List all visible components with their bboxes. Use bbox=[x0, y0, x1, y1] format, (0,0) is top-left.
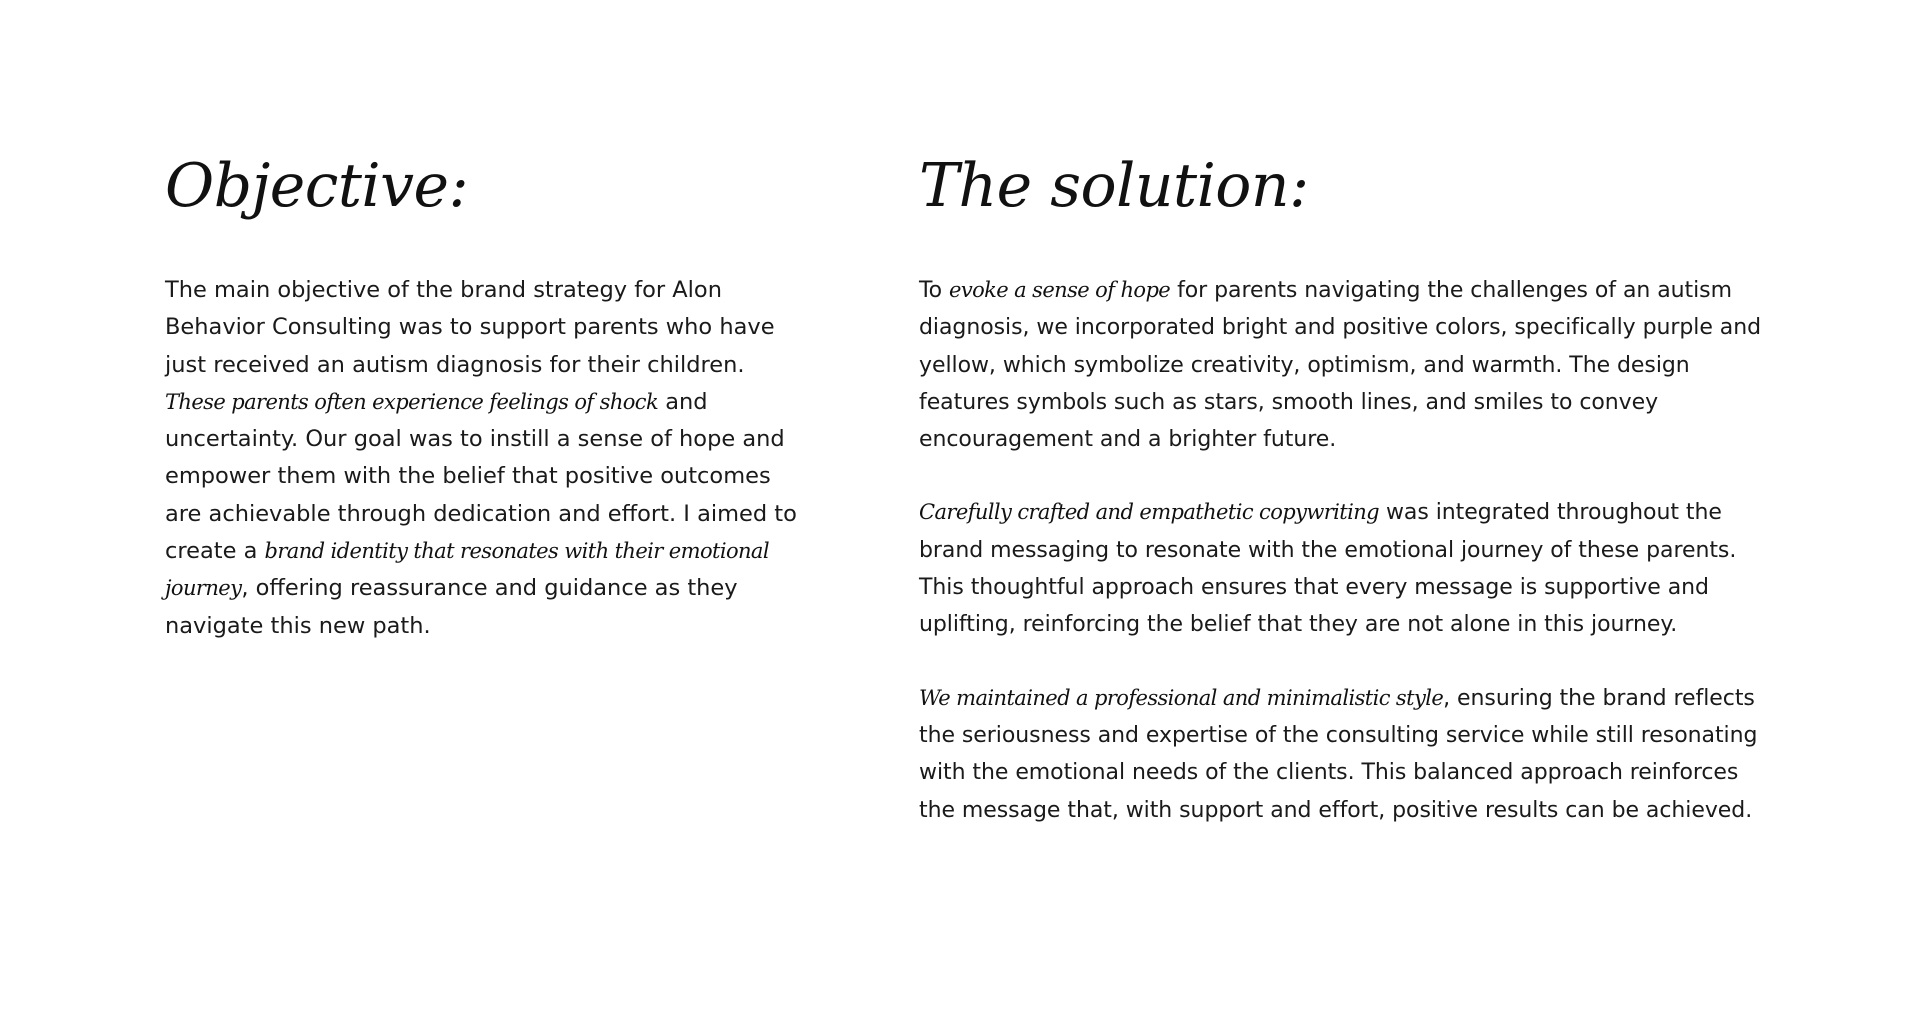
solution-heading: The solution: bbox=[919, 151, 1309, 221]
objective-paragraph bbox=[165, 272, 805, 645]
objective-text-2: and uncertainty. Our goal was to instill a sense of hope and empower them with the belief that positive outcomes are achievable through dedication and effort. I aimed to create a bbox=[165, 388, 797, 565]
solution-paragraph-style bbox=[919, 680, 1779, 829]
solution-text-3: , ensuring the brand reflects the seriousness and expertise of the consulting service while still resonating with the emotional needs of the clients. This balanced approach reinforces the message that, with support and effort, positive results can be achieved. bbox=[919, 685, 1758, 823]
objective-emphasis-2: brand identity that resonates with their emotional journey bbox=[165, 539, 769, 601]
objective-section bbox=[165, 150, 805, 645]
solution-text-1: for parents navigating the challenges of an autism diagnosis, we incorporated bright and positive colors, specifically purple and yellow, which symbolize creativity, optimism, and warmth. The design features symbols such as stars, smooth lines, and smiles to convey encouragement and a brighter future. bbox=[919, 278, 1762, 453]
solution-emphasis-2: Carefully crafted and empathetic copywriting bbox=[919, 500, 1380, 525]
solution-paragraph-copywriting bbox=[919, 494, 1779, 643]
solution-paragraph-hope bbox=[919, 272, 1779, 458]
objective-text-3: , offering reassurance and guidance as they navigate this new path. bbox=[165, 575, 738, 639]
objective-text-1: The main objective of the brand strategy for Alon Behavior Consulting was to support parents who have just received an autism diagnosis for their children. bbox=[165, 277, 775, 378]
solution-emphasis-1: evoke a sense of hope bbox=[949, 278, 1171, 302]
solution-section bbox=[919, 150, 1779, 829]
objective-heading: Objective: bbox=[165, 151, 469, 221]
solution-lead-1: To bbox=[919, 278, 950, 303]
solution-emphasis-3: We maintained a professional and minimalistic style bbox=[919, 685, 1444, 710]
objective-emphasis-1: These parents often experience feelings of shock bbox=[165, 389, 659, 414]
solution-text-2: was integrated throughout the brand messaging to resonate with the emotional journey of these parents. This thoughtful approach ensures that every message is supportive and uplifting, reinforcing the belief that they are not alone in this journey. bbox=[919, 500, 1737, 638]
